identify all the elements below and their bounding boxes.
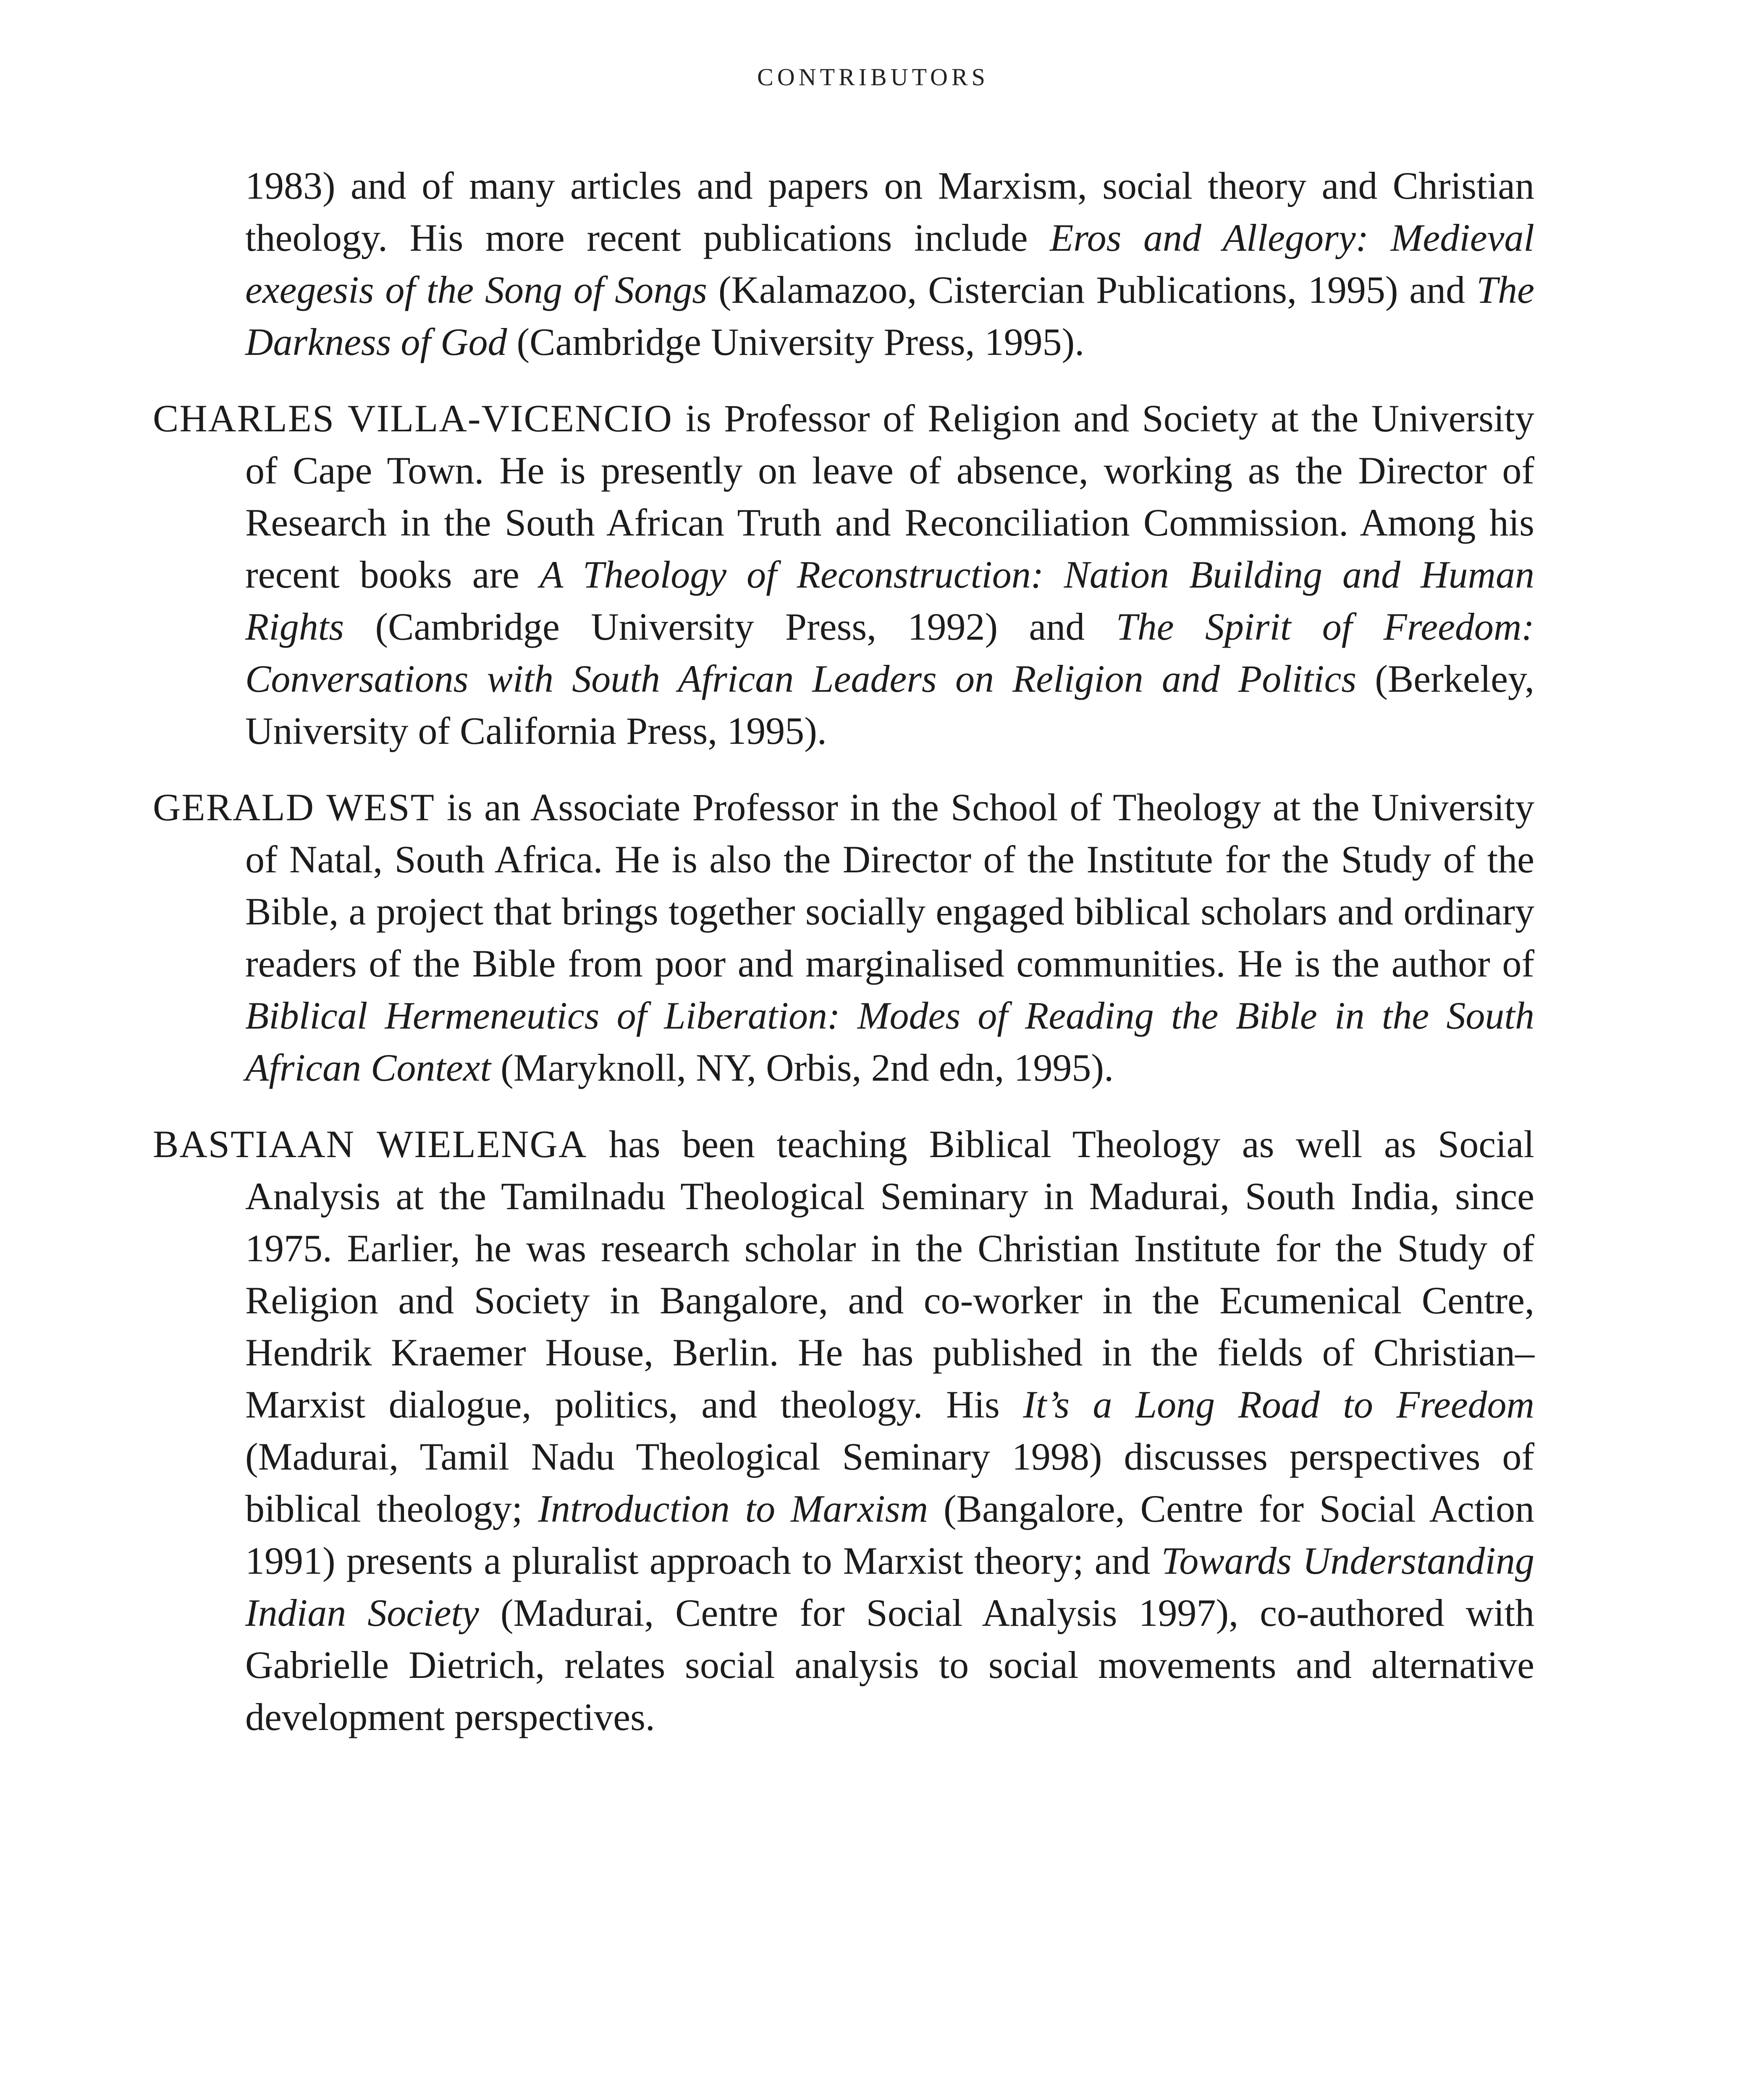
entry-text-segment: (Maryknoll, NY, Orbis, 2nd edn, 1995). [491,1046,1114,1089]
book-title: Towards Understanding Indian Society [245,1539,1534,1634]
contributor-name: CHARLES VILLA-VICENCIO [153,397,673,440]
contributor-entry-wielenga [153,1118,1534,1743]
book-title: Eros and Allegory: Medieval exegesis of the Song of Songs [245,216,1534,311]
entry-text-segment: 1983) and of many articles and papers on Marxism, social theory and Christian theology. His more recent publications include [245,164,1534,259]
entry-text-segment: is an Associate Professor in the School of Theology at the University of Natal, South Africa. He is also the Director of the Institute for the Study of the Bible, a project that brings together socially engaged biblical scholars and ordinary readers of the Bible from poor and marginalised communities. He is the author of [245,786,1534,985]
contributors-list [153,160,1534,1767]
entry-text-segment: has been teaching Biblical Theology as well as Social Analysis at the Tamilnadu Theological Seminary in Madurai, South India, since 1975. Earlier, he was research scholar in the Christian Institute for the Study of Religion and Society in Bangalore, and co-worker in the Ecumenical Centre, Hendrik Kraemer House, Berlin. He has published in the fields of Christian–Marxist dialogue, politics, and theology. His [245,1123,1534,1426]
book-title: The Spirit of Freedom: Conversations with South African Leaders on Religion and Politics [245,605,1534,700]
entry-text-segment: is Professor of Religion and Society at the University of Cape Town. He is presently on leave of absence, working as the Director of Research in the South African Truth and Reconciliation Commission. Among his recent books are [245,397,1534,596]
book-title: It’s a Long Road to Freedom [1023,1383,1534,1426]
entry-text-segment: (Madurai, Tamil Nadu Theological Seminary 1998) discusses perspectives of biblical theology; [245,1435,1534,1530]
running-head: CONTRIBUTORS [757,63,989,91]
entry-text-segment: (Cambridge University Press, 1995). [507,320,1085,363]
entry-text-segment: (Kalamazoo, Cistercian Publications, 1995) and [707,268,1476,311]
book-title: Biblical Hermeneutics of Liberation: Modes of Reading the Bible in the South African Context [245,994,1534,1089]
contributor-entry-west [153,781,1534,1094]
contributor-name: BASTIAAN WIELENGA [153,1123,587,1166]
book-title: A Theology of Reconstruction: Nation Building and Human Rights [245,553,1534,648]
contributor-entry-villa-vicencio [153,392,1534,757]
entry-text-segment: (Madurai, Centre for Social Analysis 1997), co-authored with Gabrielle Dietrich, relates social analysis to social movements and alternative development perspectives. [245,1591,1535,1738]
contributor-entry-continued [153,160,1534,368]
entry-text-segment: (Bangalore, Centre for Social Action 1991) presents a pluralist approach to Marxist theory; and [245,1487,1534,1582]
contributor-name: GERALD WEST [153,786,435,829]
entry-text-segment: (Berkeley, University of California Press, 1995). [245,657,1534,752]
book-title: The Darkness of God [245,268,1534,363]
book-title: Introduction to Marxism [538,1487,928,1530]
entry-text-segment: (Cambridge University Press, 1992) and [344,605,1116,648]
